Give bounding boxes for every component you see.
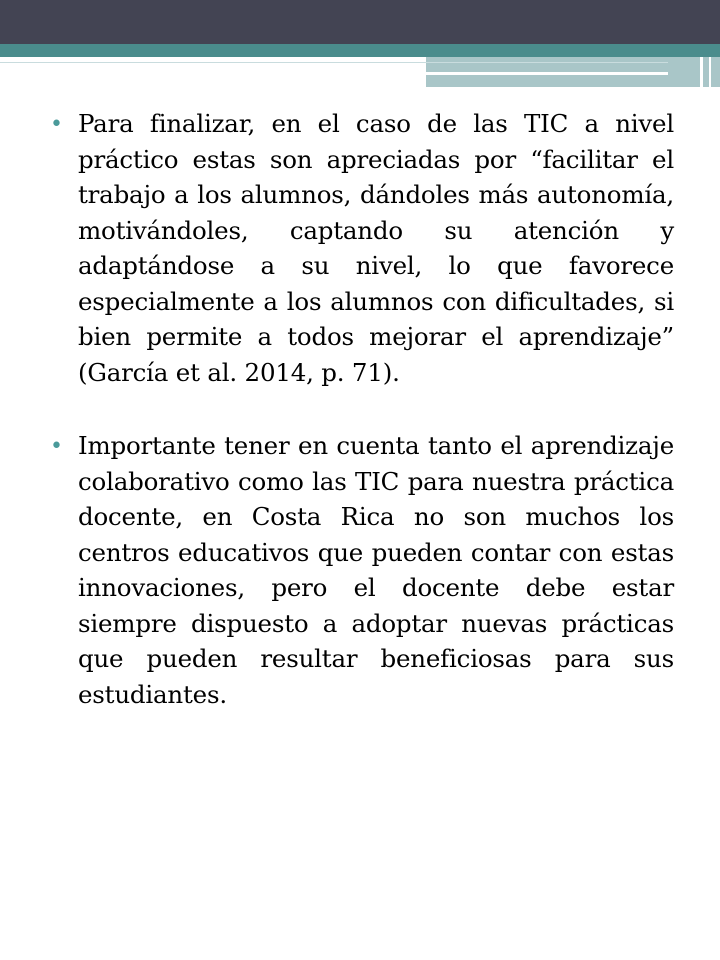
bullet-marker: • [50, 434, 63, 459]
header-divider-line [0, 62, 668, 63]
header-highlight-line [426, 72, 668, 75]
header-edge-stripe [709, 57, 711, 87]
bullet-marker: • [50, 112, 63, 137]
bullet-item [50, 428, 674, 712]
slide-body [50, 106, 674, 712]
header-edge-stripe [700, 57, 703, 87]
bullet-text: Importante tener en cuenta tanto el aprendizaje colaborativo como las TIC para nuestra práctica docente, en Costa Rica no son muchos los centros educativos que pueden contar con estas innovaciones, pero el docente debe estar siempre dispuesto a adoptar nuevas prácticas que pueden resultar beneficiosas para sus estudiantes. [78, 431, 674, 709]
bullet-text: Para finalizar, en el caso de las TIC a nivel práctico estas son apreciadas por “facilitar el trabajo a los alumnos, dándoles más autonomía, motivándoles, captando su atención y adaptándose a su nivel, lo que favorece especialmente a los alumnos con dificultades, si bien permite a todos mejorar el aprendizaje” (García et al. 2014, p. 71). [78, 109, 674, 387]
bullet-item [50, 106, 674, 390]
header-band-dark [0, 0, 720, 44]
header-band-teal [0, 44, 720, 57]
